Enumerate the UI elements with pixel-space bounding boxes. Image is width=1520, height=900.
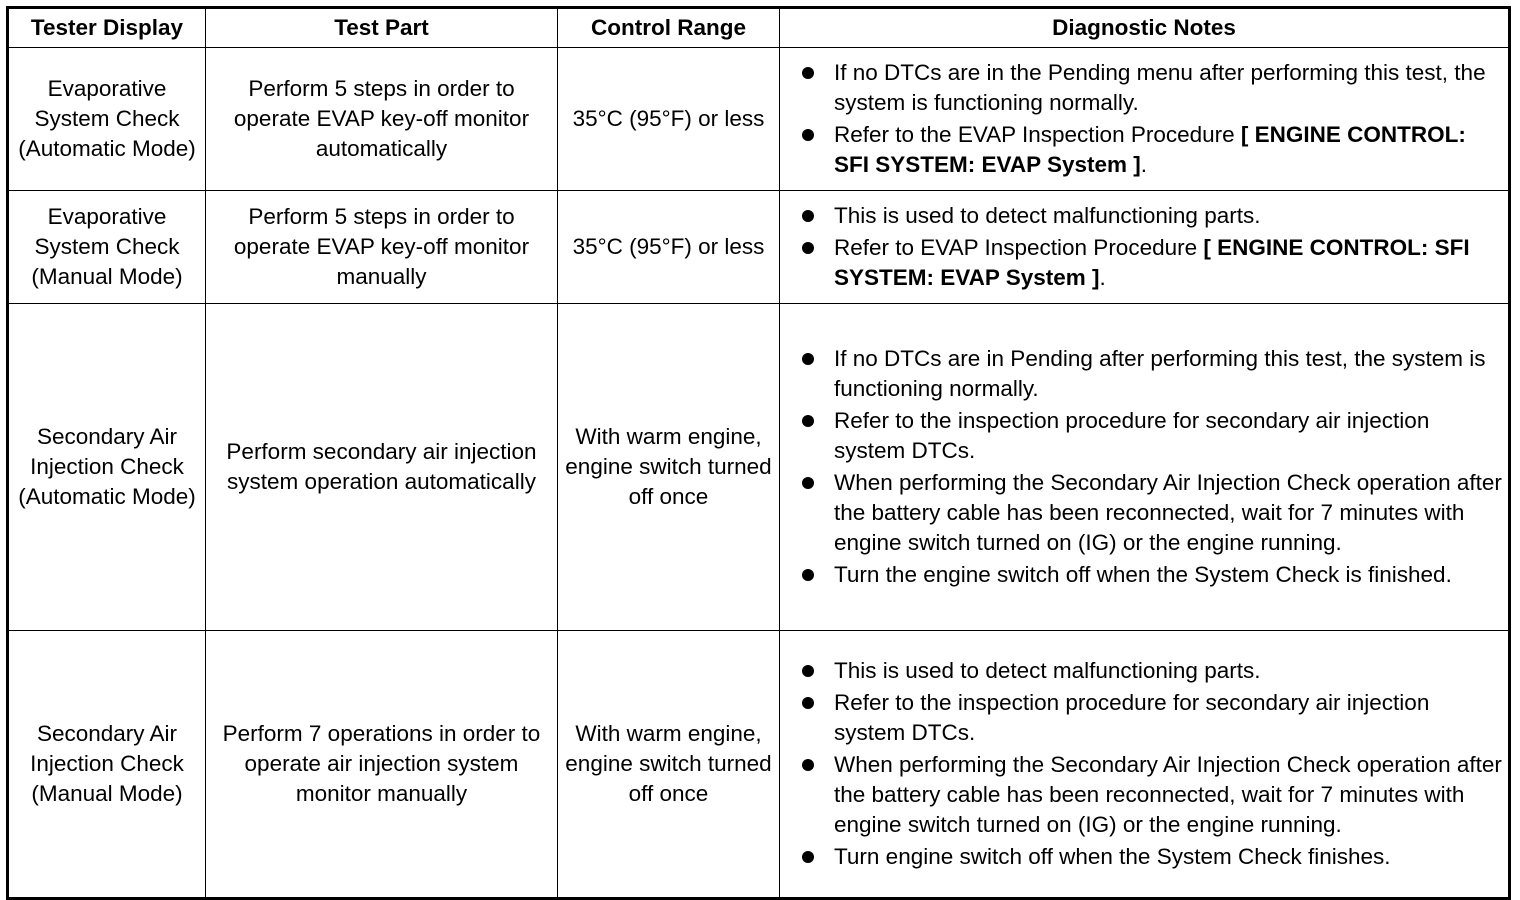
header-control-range: Control Range: [558, 8, 780, 48]
note-text: When performing the Secondary Air Injection Check operation after the battery cable has been reconnected, wait for 7 minutes with engine switch turned on (IG) or the engine running.: [834, 752, 1502, 837]
bullet-icon: [802, 851, 814, 863]
note-text: Refer to the inspection procedure for secondary air injection system DTCs.: [834, 690, 1430, 745]
bullet-icon: [802, 759, 814, 771]
header-test-part: Test Part: [206, 8, 558, 48]
bullet-icon: [802, 353, 814, 365]
notes-list: [800, 201, 1502, 293]
note-text: Refer to the inspection procedure for secondary air injection system DTCs.: [834, 408, 1430, 463]
diagnostic-notes-cell: [780, 191, 1510, 304]
note-item: [800, 120, 1502, 180]
note-item: [800, 406, 1502, 466]
note-text: This is used to detect malfunctioning parts.: [834, 203, 1261, 228]
note-text: Refer to the EVAP Inspection Procedure: [834, 122, 1241, 147]
note-tail: .: [1099, 265, 1106, 290]
bullet-icon: [802, 665, 814, 677]
table-row: [8, 631, 1510, 899]
table-row: [8, 48, 1510, 191]
table-row: [8, 304, 1510, 631]
note-reference: [ ENGINE CONTROL: SFI SYSTEM: EVAP System ]: [834, 235, 1470, 290]
note-item: [800, 560, 1502, 590]
control-range-cell: 35°C (95°F) or less: [558, 48, 780, 191]
notes-list: [800, 656, 1502, 872]
bullet-icon: [802, 477, 814, 489]
control-range-cell: 35°C (95°F) or less: [558, 191, 780, 304]
diagnostic-notes-cell: [780, 48, 1510, 191]
note-item: [800, 750, 1502, 840]
note-item: [800, 842, 1502, 872]
bullet-icon: [802, 242, 814, 254]
test-part-cell: Perform secondary air injection system operation automatically: [206, 304, 558, 631]
note-item: [800, 233, 1502, 293]
note-text: If no DTCs are in Pending after performing this test, the system is functioning normally.: [834, 346, 1486, 401]
header-tester-display: Tester Display: [8, 8, 206, 48]
document: [6, 6, 1508, 900]
table-row: [8, 191, 1510, 304]
note-item: [800, 201, 1502, 231]
test-part-cell: Perform 5 steps in order to operate EVAP key-off monitor manually: [206, 191, 558, 304]
notes-list: [800, 58, 1502, 180]
note-reference: [ ENGINE CONTROL: SFI SYSTEM: EVAP System ]: [834, 122, 1466, 177]
note-text: Refer to EVAP Inspection Procedure: [834, 235, 1204, 260]
note-item: [800, 468, 1502, 558]
test-part-cell: Perform 5 steps in order to operate EVAP key-off monitor automatically: [206, 48, 558, 191]
tester-display-cell: Secondary Air Injection Check (Automatic Mode): [8, 304, 206, 631]
bullet-icon: [802, 697, 814, 709]
header-diagnostic-notes: Diagnostic Notes: [780, 8, 1510, 48]
tester-display-cell: Evaporative System Check (Manual Mode): [8, 191, 206, 304]
control-range-cell: With warm engine, engine switch turned off once: [558, 631, 780, 899]
note-item: [800, 688, 1502, 748]
note-text: If no DTCs are in the Pending menu after performing this test, the system is functioning normally.: [834, 60, 1486, 115]
note-item: [800, 656, 1502, 686]
bullet-icon: [802, 129, 814, 141]
note-tail: .: [1140, 152, 1148, 177]
bullet-icon: [802, 415, 814, 427]
test-part-cell: Perform 7 operations in order to operate air injection system monitor manually: [206, 631, 558, 899]
tester-display-cell: Secondary Air Injection Check (Manual Mode): [8, 631, 206, 899]
note-text: Turn engine switch off when the System Check finishes.: [834, 844, 1391, 869]
table-header-row: [8, 8, 1510, 48]
tester-display-cell: Evaporative System Check (Automatic Mode): [8, 48, 206, 191]
note-text: This is used to detect malfunctioning parts.: [834, 658, 1261, 683]
diagnostic-table: [6, 6, 1511, 900]
bullet-icon: [802, 569, 814, 581]
diagnostic-notes-cell: [780, 631, 1510, 899]
note-text: Turn the engine switch off when the System Check is finished.: [834, 562, 1452, 587]
diagnostic-notes-cell: [780, 304, 1510, 631]
note-item: [800, 58, 1502, 118]
note-item: [800, 344, 1502, 404]
bullet-icon: [802, 210, 814, 222]
control-range-cell: With warm engine, engine switch turned off once: [558, 304, 780, 631]
bullet-icon: [802, 67, 814, 79]
note-text: When performing the Secondary Air Injection Check operation after the battery cable has been reconnected, wait for 7 minutes with engine switch turned on (IG) or the engine running.: [834, 470, 1502, 555]
notes-list: [800, 344, 1502, 590]
